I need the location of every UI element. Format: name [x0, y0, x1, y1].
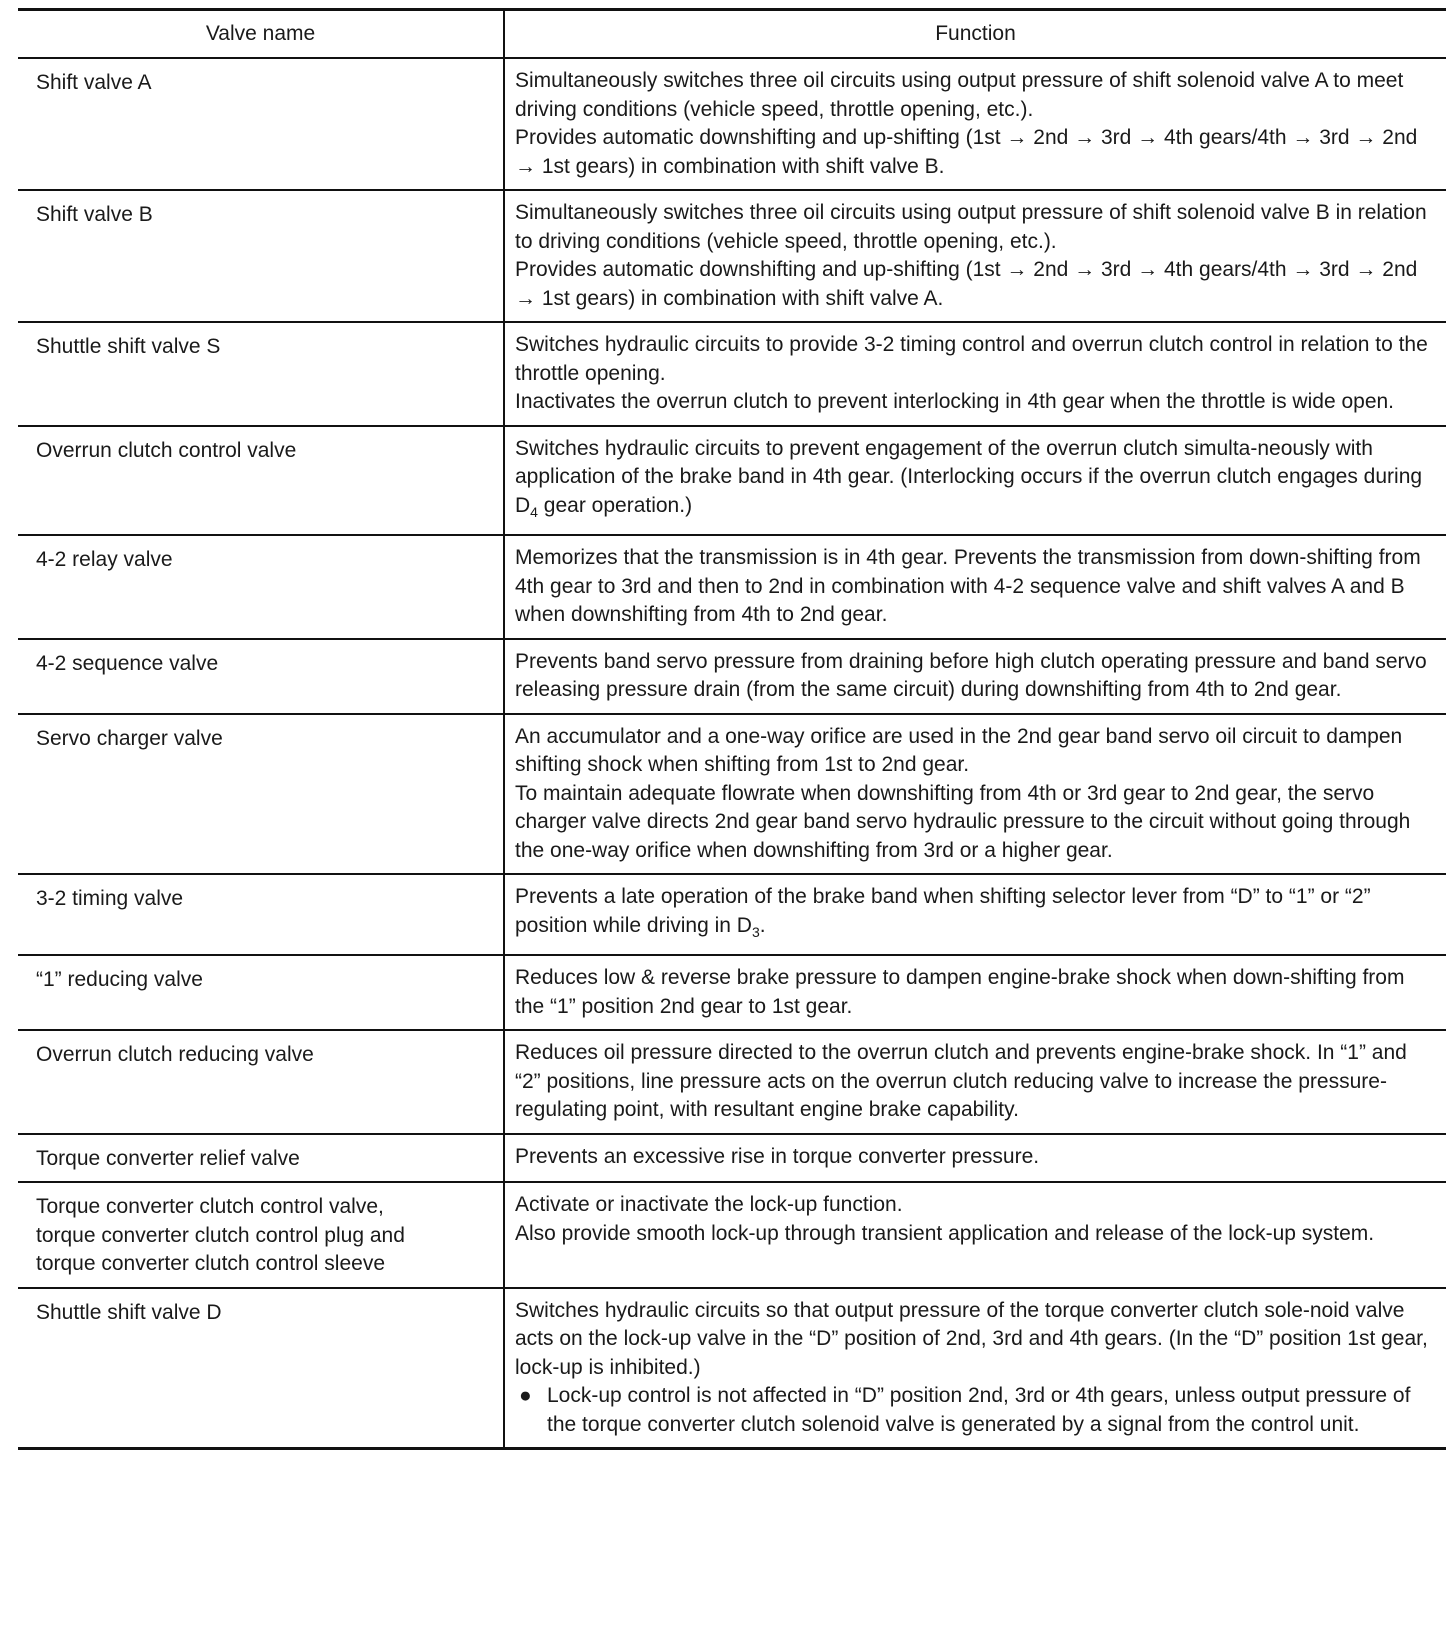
- function-line-end: gear operation.): [537, 493, 693, 517]
- valve-name-cell: Shift valve A: [18, 58, 504, 190]
- table-body: [18, 58, 1446, 1447]
- function-line: Also provide smooth lock-up through transient application and release of the lock-up system.: [515, 1221, 1375, 1245]
- function-cell: [504, 535, 1446, 639]
- table-row: [18, 426, 1446, 536]
- table-row: [18, 1030, 1446, 1134]
- bullet-icon: ●: [519, 1384, 532, 1408]
- table-row: [18, 322, 1446, 426]
- header-row: [18, 11, 1446, 58]
- function-line-end: .: [759, 913, 766, 937]
- function-line: Prevents a late operation of the brake band when shifting selector lever from “D” to “1” or “2” position while driving in $D_3$.: [515, 885, 1371, 940]
- valve-name-cell: Servo charger valve: [18, 714, 504, 875]
- function-line: Memorizes that the transmission is in 4th gear. Prevents the transmission from down-shifting from 4th gear to 3rd and then to 2nd in combination with 4-2 sequence valve and shift valves A and B when downshifting from 4th to 2nd gear.: [515, 546, 1421, 627]
- function-cell: [504, 1288, 1446, 1448]
- function-line: Simultaneously switches three oil circuits using output pressure of shift solenoid valve B in relation to driving conditions (vehicle speed, throttle opening, etc.).: [515, 201, 1427, 253]
- valve-name-cell: Shuttle shift valve D: [36, 1300, 222, 1324]
- valve-name-cell: 4-2 relay valve: [18, 535, 504, 639]
- table-row: [18, 639, 1446, 714]
- bullet-item: [515, 1382, 1436, 1439]
- valve-name-cell: Torque converter relief valve: [18, 1134, 504, 1183]
- function-line: Switches hydraulic circuits so that output pressure of the torque converter clutch sole-noid valve acts on the lock-up valve in the “D” position of 2nd, 3rd and 4th gears. (In the “D” position 1st gear, lock-up is inhibited.): [515, 1298, 1428, 1379]
- function-cell: [504, 639, 1446, 714]
- subscript: 4: [530, 503, 538, 520]
- table-row: [18, 1134, 1446, 1183]
- table-row: [18, 955, 1446, 1030]
- valve-name-cell: Overrun clutch reducing valve: [18, 1030, 504, 1134]
- subscript: 3: [751, 923, 760, 940]
- valve-name-cell: 3-2 timing valve: [18, 874, 504, 955]
- table-row: [18, 874, 1446, 955]
- function-line: Prevents an excessive rise in torque converter pressure.: [515, 1144, 1040, 1168]
- valve-name-cell: Shuttle shift valve S: [18, 322, 504, 426]
- header-valve-name: Valve name: [18, 11, 504, 58]
- function-line: An accumulator and a one-way orifice are used in the 2nd gear band servo oil circuit to dampen shifting shock when shifting from 1st to 2nd gear.: [515, 724, 1403, 777]
- function-cell: [504, 322, 1446, 426]
- table-row: [18, 714, 1446, 875]
- header-function: Function: [504, 11, 1446, 58]
- function-line: Simultaneously switches three oil circuits using output pressure of shift solenoid valve A to meet driving conditions (vehicle speed, throttle opening, etc.).: [515, 69, 1404, 121]
- function-line: Provides automatic downshifting and up-shifting (1st → 2nd → 3rd → 4th gears/4th → 3rd → 2nd → 1st gears) in combination with shift valve A.: [515, 258, 1418, 310]
- function-line: Switches hydraulic circuits to provide 3-2 timing control and overrun clutch control in relation to the throttle opening.: [515, 333, 1428, 385]
- valve-function-table: [18, 8, 1446, 1450]
- function-line: Provides automatic downshifting and up-shifting (1st → 2nd → 3rd → 4th gears/4th → 3rd → 2nd → 1st gears) in combination with shift valve B.: [515, 126, 1418, 178]
- table-row: [18, 190, 1446, 322]
- valve-name-cell: 4-2 sequence valve: [18, 639, 504, 714]
- function-cell: [504, 714, 1446, 875]
- function-cell: [504, 1030, 1446, 1134]
- function-cell: [504, 58, 1446, 190]
- valve-name-cell: “1” reducing valve: [18, 955, 504, 1030]
- valve-name-cell: Torque converter clutch control valve, torque converter clutch control plug and torque converter clutch control sleeve: [18, 1182, 504, 1288]
- function-line: Reduces low & reverse brake pressure to dampen engine-brake shock when down-shifting from the “1” position 2nd gear to 1st gear.: [515, 966, 1405, 1018]
- function-cell: [504, 426, 1446, 536]
- table-row: [18, 1288, 1446, 1448]
- function-line: Prevents band servo pressure from draining before high clutch operating pressure and band servo releasing pressure drain (from the same circuit) during downshifting from 4th to 2nd gear.: [515, 649, 1427, 702]
- valve-name-cell: Overrun clutch control valve: [18, 426, 504, 536]
- table-row: [18, 1182, 1446, 1288]
- function-cell: [504, 874, 1446, 955]
- function-line: Switches hydraulic circuits to prevent engagement of the overrun clutch simulta-neously with application of the brake band in 4th gear. (Interlocking occurs if the overrun clutch engages during $D_4$ gear operation.): [515, 436, 1423, 520]
- table-row: [18, 535, 1446, 639]
- function-cell: [504, 1182, 1446, 1288]
- function-cell: [504, 955, 1446, 1030]
- function-line: To maintain adequate flowrate when downshifting from 4th or 3rd gear to 2nd gear, the servo charger valve directs 2nd gear band servo hydraulic pressure to the circuit without going through the one-way orifice when downshifting from 3rd or a higher gear.: [515, 781, 1411, 862]
- function-line: Reduces oil pressure directed to the overrun clutch and prevents engine-brake shock. In “1” and “2” positions, line pressure acts on the overrun clutch reducing valve to increase the pressure-regulating point, with resultant engine brake capability.: [515, 1041, 1407, 1122]
- function-line: Activate or inactivate the lock-up function.: [515, 1193, 903, 1217]
- function-cell: [504, 190, 1446, 322]
- table-row: [18, 58, 1446, 190]
- function-cell: [504, 1134, 1446, 1183]
- valve-name-cell: Shift valve B: [18, 190, 504, 322]
- function-line: Inactivates the overrun clutch to prevent interlocking in 4th gear when the throttle is wide open.: [515, 390, 1395, 413]
- bullet-text: Lock-up control is not affected in “D” position 2nd, 3rd or 4th gears, unless output pressure of the torque converter clutch solenoid valve is generated by a signal from the control unit.: [547, 1384, 1411, 1436]
